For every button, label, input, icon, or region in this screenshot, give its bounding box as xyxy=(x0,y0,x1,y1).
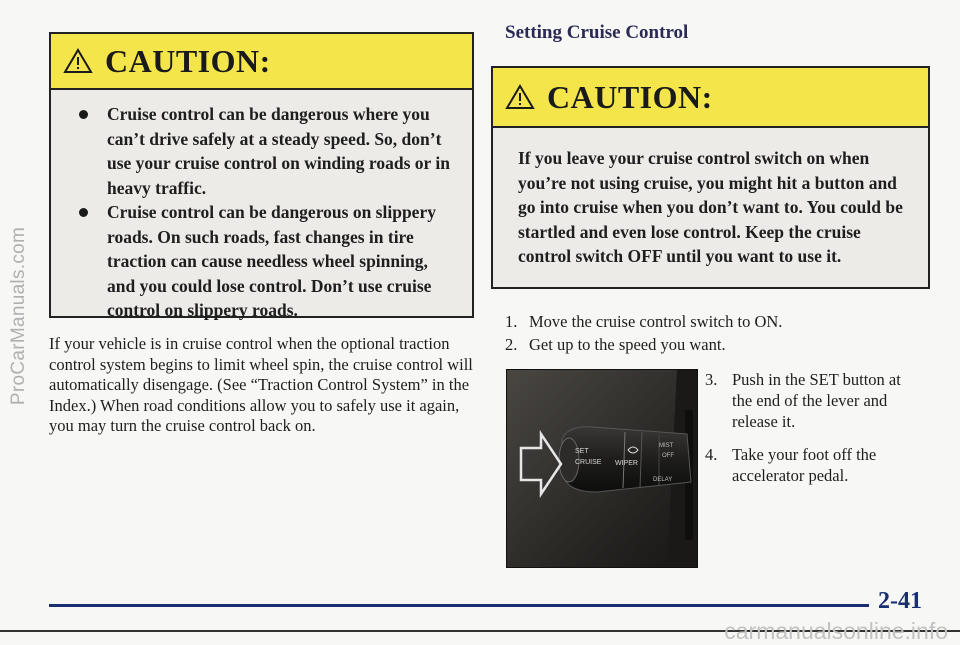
right-caution-box xyxy=(491,66,930,289)
warning-triangle-icon xyxy=(505,84,535,110)
right-caution-text: If you leave your cruise control switch on when you’re not using cruise, you might hit a button and go into cruise when you don’t want to. You could be startled and even lose control. Keep the cruise control switch OFF until you want to use it. xyxy=(518,148,903,266)
traction-control-paragraph: If your vehicle is in cruise control when the optional traction control system begins to limit wheel spin, the cruise control will automatically disengage. (See “Traction Control System” in the Index.) When road conditions allow you to safely use it again, you may turn the cruise control back on. xyxy=(49,334,473,435)
lever-label-set: SET xyxy=(575,448,589,455)
step-item xyxy=(505,334,726,355)
step-number: 3. xyxy=(705,370,718,389)
lever-label-cruise: CRUISE xyxy=(575,459,602,466)
step-text: Push in the SET button at the end of the lever and release it. xyxy=(732,370,901,431)
left-caution-title: CAUTION: xyxy=(105,42,271,79)
step-text: Get up to the speed you want. xyxy=(529,335,726,354)
lever-label-delay: DELAY xyxy=(653,477,673,483)
step-number: 2. xyxy=(505,335,518,354)
steps-beside-photo xyxy=(705,369,925,498)
step-item xyxy=(705,369,925,432)
side-watermark xyxy=(4,36,34,596)
step-item xyxy=(705,444,925,486)
bullet-dot-icon xyxy=(79,208,88,217)
right-caution-title: CAUTION: xyxy=(547,78,713,115)
step-item xyxy=(505,311,782,332)
bottom-watermark: carmanualsonline.info xyxy=(724,618,948,644)
footer-rule xyxy=(49,604,869,607)
caution-bullet xyxy=(79,200,458,323)
step-text: Move the cruise control switch to ON. xyxy=(529,312,783,331)
caution-bullet xyxy=(79,102,458,200)
left-caution-header xyxy=(51,34,472,90)
warning-triangle-icon xyxy=(63,48,93,74)
caution-bullet-text: Cruise control can be dangerous on slippery roads. On such roads, fast changes in tire traction can cause needless wheel spinning, and you could lose control. Don’t use cruise control on slippery roads. xyxy=(107,202,436,320)
right-caution-header xyxy=(493,68,928,128)
lever-label-mist: MIST xyxy=(659,443,674,449)
caution-bullet-text: Cruise control can be dangerous where you can’t drive safely at a steady speed. So, don’t use your cruise control on winding roads or in heavy traffic. xyxy=(107,104,450,198)
side-watermark-text: ProCarManuals.com xyxy=(8,226,29,406)
cruise-lever-illustration xyxy=(507,370,697,567)
step-number: 4. xyxy=(705,445,718,464)
section-title: Setting Cruise Control xyxy=(505,22,689,43)
bullet-dot-icon xyxy=(79,110,88,119)
step-text: Take your foot off the accelerator pedal. xyxy=(732,445,877,485)
cruise-lever-photo xyxy=(506,369,698,568)
left-caution-list xyxy=(51,90,472,323)
page-number: 2-41 xyxy=(878,588,922,614)
left-caution-box xyxy=(49,32,474,318)
lever-label-off: OFF xyxy=(662,453,674,459)
lever-label-wiper: WIPER xyxy=(615,460,638,467)
step-number: 1. xyxy=(505,312,518,331)
